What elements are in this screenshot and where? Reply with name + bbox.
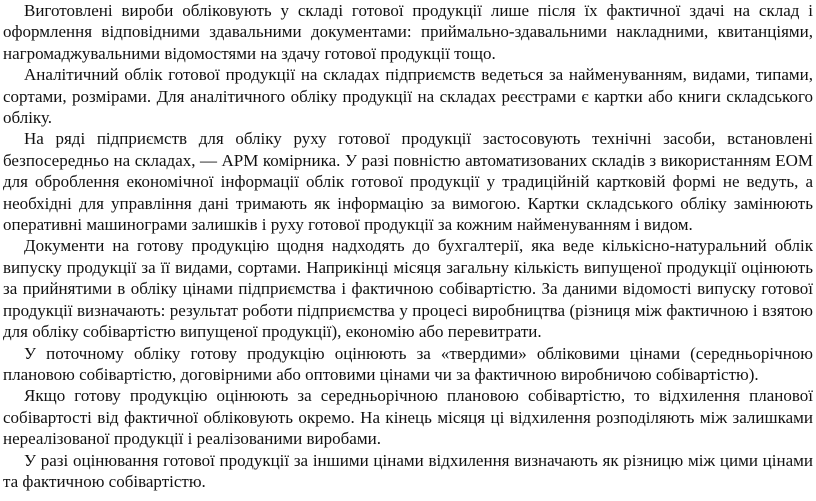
paragraph-technical-means: На ряді підприємств для обліку руху готової продукції застосовують технічні засоби, встановлені безпосередньо на складах, — АРМ комірника. У разі повністю автоматизованих складів з використанням ЕОМ для оброблення економічної інформації облік готової продукції у традиційній картковій формі не ведуть, а необхідні для управління дані тримають як інформацію за вимогою. Картки складського обліку замінюють оперативні машинограми залишків і руху готової продукції за кожним найменуванням і видом.: [3, 129, 813, 235]
paragraph-planned-cost-deviations: Якщо готову продукцію оцінюють за середньорічною плановою собівартістю, то відхилення планової собівартості від фактичної обліковують окремо. На кінець місяця ці відхилення розподіляють між залишками нереалізованої продукції і реалізованими виробами.: [3, 386, 813, 449]
paragraph-current-valuation: У поточному обліку готову продукцію оцінюють за «твердими» обліковими цінами (середньорічною плановою собівартістю, договірними або оптовими цінами чи за фактичною виробничою собівартістю).: [3, 343, 813, 384]
paragraph-finished-goods-accounting: Виготовлені вироби обліковують у складі готової продукції лише після їх фактичної здачі на склад і оформлення відповідними здавальними документами: приймально-здавальними накладними, квитанціями, нагромаджувальними відомостями на здачу готової продукції тощо.: [3, 1, 813, 63]
paragraph-documents-to-accounting: Документи на готову продукцію щодня надходять до бухгалтерії, яка веде кількісно-натуральний облік випуску продукції за її видами, сортами. Наприкінці місяця загальну кількість випущеної продукції оцінюють за прийнятими в обліку цінами підприємства і фактичною собівартістю. За даними відомості випуску готової продукції визначають: результат роботи підприємства у процесі виробництва (різниця між фактичною і взятою для обліку собівартістю випущеної продукції), економію або перевитрати.: [3, 236, 813, 342]
paragraph-analytical-accounting: Аналітичний облік готової продукції на складах підприємств ведеться за найменуванням, видами, типами, сортами, розмірами. Для аналітичного обліку продукції на складах реєстрами є картки або книги складського обліку.: [3, 65, 813, 128]
paragraph-other-prices: У разі оцінювання готової продукції за іншими цінами відхилення визначають як різницю між цими цінами та фактичною собівартістю.: [3, 450, 813, 491]
